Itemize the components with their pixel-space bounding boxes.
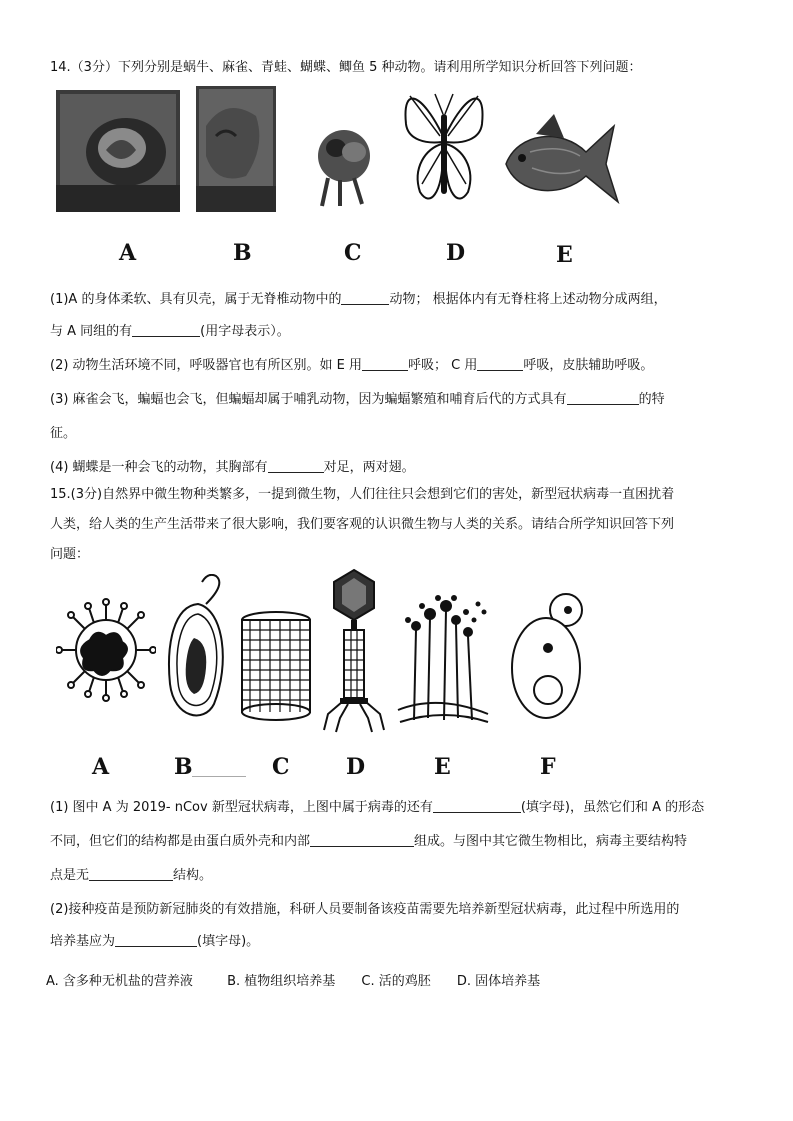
q14-part3-line2: 征。 xyxy=(50,426,77,441)
q14-label-a: A xyxy=(119,240,137,266)
q15-label-e: E xyxy=(434,754,451,780)
bacteriophage-drawing xyxy=(322,568,386,734)
yeast-drawing xyxy=(508,592,584,722)
q15-part2-line1: (2)接种疫苗是预防新冠肺炎的有效措施，科研人员要制备该疫苗需要先培养新型冠状病毒，此过程中所选用的 xyxy=(50,902,680,917)
q15-intro-line2: 人类，给人类的生产生活带来了很大影响，我们要客观的认识微生物与人类的关系。请结合所学知识回答下列 xyxy=(50,517,675,532)
q15-label-b: B xyxy=(174,754,193,780)
coronavirus-drawing xyxy=(56,596,156,704)
q15-part1-line1: (1) 图中 A 为 2019- nCov 新型冠状病毒，上图中属于病毒的还有 (填字母)，虽然它们和 A 的形态 xyxy=(50,800,705,815)
q15-intro-line3: 问题： xyxy=(50,547,90,562)
fish-photo xyxy=(502,112,622,210)
q15-label-d: D xyxy=(346,754,366,780)
q14-label-c: C xyxy=(344,240,362,266)
snail-photo xyxy=(56,90,180,212)
answer-blank[interactable] xyxy=(89,866,173,881)
q14-part3-line1: (3) 麻雀会飞，蝙蝠也会飞，但蝙蝠却属于哺乳动物，因为蝙蝠繁殖和哺育后代的方式具有 的特 xyxy=(50,392,665,407)
q15-part1-line2: 不同，但它们的结构都是由蛋白质外壳和内部 组成。与图中其它微生物相比，病毒主要结构特 xyxy=(50,834,688,849)
answer-blank[interactable] xyxy=(115,932,197,947)
q15-part1-line3: 点是无 结构。 xyxy=(50,868,213,883)
option-d[interactable]: D. 固体培养基 xyxy=(456,974,541,989)
answer-blank[interactable] xyxy=(268,458,324,473)
answer-blank[interactable] xyxy=(310,832,414,847)
option-b[interactable]: B. 植物组织培养基 xyxy=(227,974,336,989)
butterfly-drawing xyxy=(402,84,486,212)
q15-intro-line1: 15.(3分)自然界中微生物种类繁多，一提到微生物，人们往往只会想到它们的害处，新型冠状病毒一直困扰着 xyxy=(50,487,675,502)
q14-label-e: E xyxy=(556,242,573,268)
answer-blank[interactable] xyxy=(477,356,523,371)
q14-part1-line2: 与 A 同组的有 (用字母表示）。 xyxy=(50,324,290,339)
q14-part1-line1: (1)A 的身体柔软、具有贝壳，属于无脊椎动物中的 动物； 根据体内有无脊柱将上述动物分成两组， xyxy=(50,292,667,307)
answer-blank[interactable] xyxy=(132,322,200,337)
answer-blank[interactable] xyxy=(341,290,389,305)
q15-label-a: A xyxy=(92,754,110,780)
answer-blank[interactable] xyxy=(433,798,521,813)
answer-blank[interactable] xyxy=(362,356,408,371)
q14-part2: (2) 动物生活环境不同，呼吸器官也有所区别。如 E 用 呼吸； C 用 呼吸，皮肤辅助呼吸。 xyxy=(50,358,654,373)
q14-label-d: D xyxy=(446,240,466,266)
q14-part4: (4) 蝴蝶是一种会飞的动物，其胸部有 对足，两对翅。 xyxy=(50,460,415,475)
sparrow-photo xyxy=(196,86,276,212)
q15-options xyxy=(46,972,540,992)
answer-blank[interactable] xyxy=(567,390,639,405)
option-c[interactable]: C. 活的鸡胚 xyxy=(361,974,431,989)
option-a[interactable]: A. 含多种无机盐的营养液 xyxy=(46,974,193,989)
frog-photo xyxy=(314,118,376,210)
q15-part2-line2: 培养基应为 (填字母)。 xyxy=(50,934,260,949)
q14-label-b: B xyxy=(233,240,252,266)
mold-drawing xyxy=(394,590,492,728)
bacterium-drawing xyxy=(164,574,232,724)
q15-label-c: C xyxy=(272,754,290,780)
tobacco-mosaic-virus-drawing xyxy=(240,610,312,722)
q14-intro: 14.（3分）下列分别是蜗牛、麻雀、青蛙、蝴蝶、鲫鱼 5 种动物。请利用所学知识分析回答下列问题： xyxy=(50,60,642,75)
q15-label-f: F xyxy=(540,754,556,780)
underline-decoration xyxy=(192,776,246,777)
